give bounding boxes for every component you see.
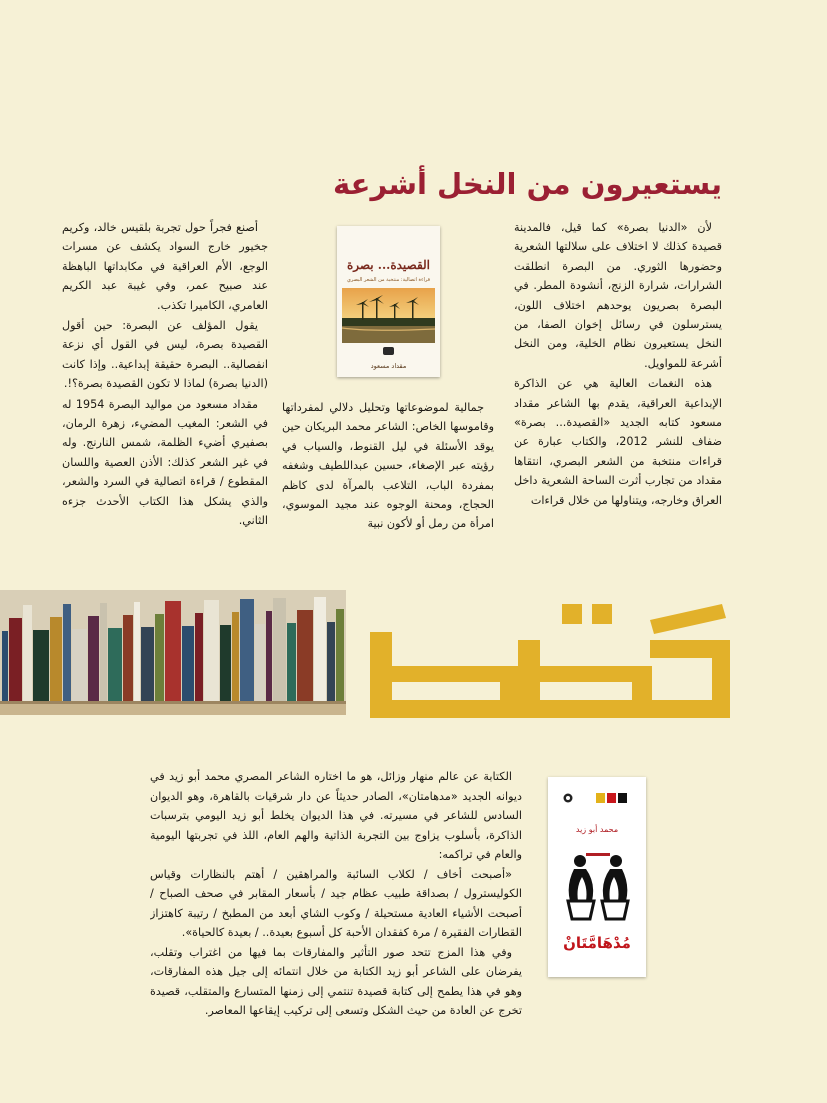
book-spine: [220, 625, 231, 701]
paragraph: وفي هذا المزج تتحد صور التأثير والمفارقات بما فيها من اغتراب وتقلب، يفرضان على الشاعر أبو زيد الكتابة من خلال انتمائه إلى جيل هذه المفارقات، وهو في هذا يطمح إلى كتابة قصيدة تنتمي إلى زمنها المتسارع والمتقلب، قصيدة تخرج عن العادة من حيث الشكل وتسعى إلى تركيب إيقاعها المعاصر.: [150, 945, 522, 1017]
book-spine: [336, 609, 344, 701]
publisher-logo-icon: [383, 347, 394, 355]
banner-word-text: كتب: [350, 596, 352, 597]
book-spine: [314, 597, 326, 701]
book-cover-qasida-basra: [337, 226, 440, 377]
paragraph: مقداد مسعود من مواليد البصرة 1954 له في الشعر: المغيب المضيء، زهرة الرمان، بصفيري أضيء الظلمة، شمس النارنج. وله في غير الشعر كذلك: الأذن العصية واللسان المقطوع / قراءة اتصالية في السرد والشعر، والذي يشكل هذا الكتاب الأحدث جزءه الثاني.: [62, 397, 268, 528]
book-author: محمد أبو زيد: [575, 825, 619, 834]
book-spine: [155, 614, 164, 701]
book-spine: [63, 604, 71, 701]
paragraph: يقول المؤلف عن البصرة: حين أقول القصيدة بصرة، ليس في القول أي نزعة انفصالية.. البصرة حقيقة إبداعية.. وإذا كانت (الدنيا بصرة) لماذا لا تكون القصيدة بصرة؟!.: [62, 319, 268, 391]
paragraph: جمالية لموضوعاتها وتحليل دلالي لمفرداتها وقاموسها الخاص: الشاعر محمد البريكان حين يوقد الأسئلة في ليل القنوط، والسياب في رؤيته عبر الإصغاء، حسين عبداللطيف وشغفه بمفردة الباب، التلاعب بالمرآة لدى كاظم الحجاج، ومحنة الوجوه عند مجيد الموسوي، امرأة من رمل أو لأكون نبية: [282, 401, 494, 531]
publisher-logo-icon: [596, 793, 628, 803]
book-spine: [297, 610, 313, 701]
book-cover-author: مقداد مسعود: [370, 362, 407, 370]
book-cover-title: القصيدة... بصرة: [346, 258, 431, 272]
book-spine: [255, 624, 265, 701]
book-spine: [72, 629, 87, 701]
book-spine: [108, 628, 122, 701]
book-spine: [273, 598, 286, 701]
book-spine: [240, 599, 254, 701]
text-column-middle: [282, 398, 494, 562]
book-spine: [50, 617, 62, 701]
book-spine: [327, 622, 335, 701]
paragraph: «أصبحت أخاف / لكلاب السائبة والمراهقين / أهتم بالنظارات وقياس الكوليسترول / بصداقة طبيب عظام جيد / بأسعار المقابر في صحف الصباح / أصبحت الأشياء العادية مستحيلة / وكوب الشاي أبعد من المطبخ / رتيبة كاهتزاز القطارات الفقيرة / مرة كفقدان الأحبة كل أسبوع بعيدة.. / بعيدة كالحياة».: [150, 867, 522, 939]
paragraph: لأن «الدنيا بصرة» كما قيل، فالمدينة قصيدة كذلك لا اختلاف على سلالتها الشعرية وحضورها الثوري. من البصرة انطلقت الشرارات، شرارة الزنج، أنشودة المطر. في البصرة بصريون يوحدهم اختلاف اللون، يسترسلون في رسائل إخوان الصفا، من النخل يستعيرون نظام الخلية، ومن النخل أشرعة للمواويل.: [514, 221, 722, 370]
article-title: يستعيرون من النخل أشرعة: [333, 167, 722, 202]
book-spine: [287, 623, 296, 701]
banner-word-kutub: [350, 596, 730, 718]
book-title: مُدْهَامَّتَانْ: [563, 934, 631, 952]
book-cover-subtitle: قراءة اتصالية: منتخبة من الشعر البصري: [346, 277, 431, 283]
book-spine: [204, 600, 219, 701]
publisher-seal-icon: [563, 793, 573, 803]
book-spine: [123, 615, 133, 701]
paragraph: أصنع فجراً حول تجربة بلقيس خالد، وكريم جخيور خارج السواد يكشف عن مسرات الوجع، الأم العراقية في مكابداتها الباهظة عند صبيح عمر، وفي غيبة عبد الكريم العامري، الكاميرا تكذب.: [62, 221, 268, 312]
book-spine: [182, 626, 194, 701]
book-spine: [195, 613, 203, 701]
book-spine: [141, 627, 154, 701]
bookshelf-photo: [0, 590, 346, 715]
book-spine: [23, 605, 32, 701]
book-spine: [88, 616, 99, 701]
book-spine: [100, 603, 107, 701]
book-spine: [266, 611, 272, 701]
book-cover-mudhamatan: [548, 777, 646, 977]
book-spine: [232, 612, 239, 701]
book-spine: [33, 630, 49, 701]
paragraph: هذه النغمات العالية هي عن الذاكرة الإبداعية العراقية، يقدم بها الشاعر مقداد مسعود كتابه الجديد «القصيدة... بصرة» ضفاف للنشر 2012، والكتاب عبارة عن قراءات منتخبة من الشعر البصري، انتقاها مقداد من تجارب أثرت الساحة الشعرية داخل العراق وخارجه، ويتناولها من خلال قراءات: [514, 377, 722, 507]
book-spine: [134, 602, 140, 701]
book-spine: [2, 631, 8, 701]
text-column-right: [514, 218, 722, 560]
book-spine: [165, 601, 181, 701]
text-column-bottom: [150, 767, 522, 1027]
book-spine: [9, 618, 22, 701]
two-figures-illustration: [558, 839, 638, 929]
text-column-left: [62, 218, 268, 550]
palm-river-image: [342, 288, 435, 343]
paragraph: الكتابة عن عالم منهار وزائل، هو ما اختاره الشاعر المصري محمد أبو زيد في ديوانه الجديد «مدهامتان»، الصادر حديثاً عن دار شرقيات بالقاهرة، وهو الديوان السادس للشاعر في مسيرته. في هذا الديوان يخلط أبو زيد اليومي بترسبات الذاكرة، بأسلوب يزاوج بين التجربة الذاتية والهم العام، اللذ في تجربتها اليومية والعام في تراكمه:: [150, 770, 522, 861]
